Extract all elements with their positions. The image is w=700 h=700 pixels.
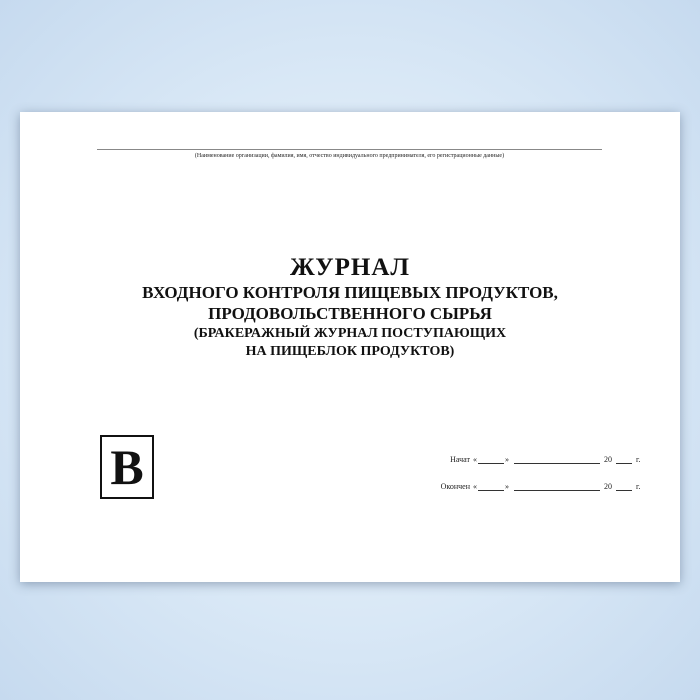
journal-cover — [20, 112, 680, 582]
start-year-field[interactable] — [616, 455, 632, 464]
quote-close: » — [505, 455, 509, 464]
start-date-row — [430, 455, 670, 464]
end-century: 20 — [604, 482, 612, 491]
start-century: 20 — [604, 455, 612, 464]
end-year-field[interactable] — [616, 482, 632, 491]
quote-open: « — [473, 482, 477, 491]
title-line-3: ПРОДОВОЛЬСТВЕННОГО СЫРЬЯ — [208, 304, 492, 323]
end-day-field[interactable] — [478, 482, 504, 491]
organization-name-line — [97, 149, 602, 150]
title-line-2: ВХОДНОГО КОНТРОЛЯ ПИЩЕВЫХ ПРОДУКТОВ, — [142, 283, 558, 302]
end-date-row — [430, 482, 670, 491]
quote-close: » — [505, 482, 509, 491]
start-year-suffix: г. — [636, 455, 641, 464]
start-month-field[interactable] — [514, 455, 600, 464]
end-month-field[interactable] — [514, 482, 600, 491]
end-year-suffix: г. — [636, 482, 641, 491]
journal-title: ЖУРНАЛ — [289, 254, 411, 281]
title-block — [20, 254, 680, 360]
end-date-label: Окончен — [440, 482, 470, 491]
subtitle-line-1: (БРАКЕРАЖНЫЙ ЖУРНАЛ ПОСТУПАЮЩИХ — [193, 326, 507, 341]
organization-caption: (Наименование организации, фамилия, имя, отчество индивидуального предпринимателя, его регистрационные данные) — [194, 153, 505, 159]
category-letter-box — [100, 435, 154, 499]
start-date-label: Начат — [450, 455, 470, 464]
category-letter: В — [110, 439, 144, 495]
start-day-field[interactable] — [478, 455, 504, 464]
quote-open: « — [473, 455, 477, 464]
subtitle-line-2: НА ПИЩЕБЛОК ПРОДУКТОВ) — [245, 344, 455, 359]
